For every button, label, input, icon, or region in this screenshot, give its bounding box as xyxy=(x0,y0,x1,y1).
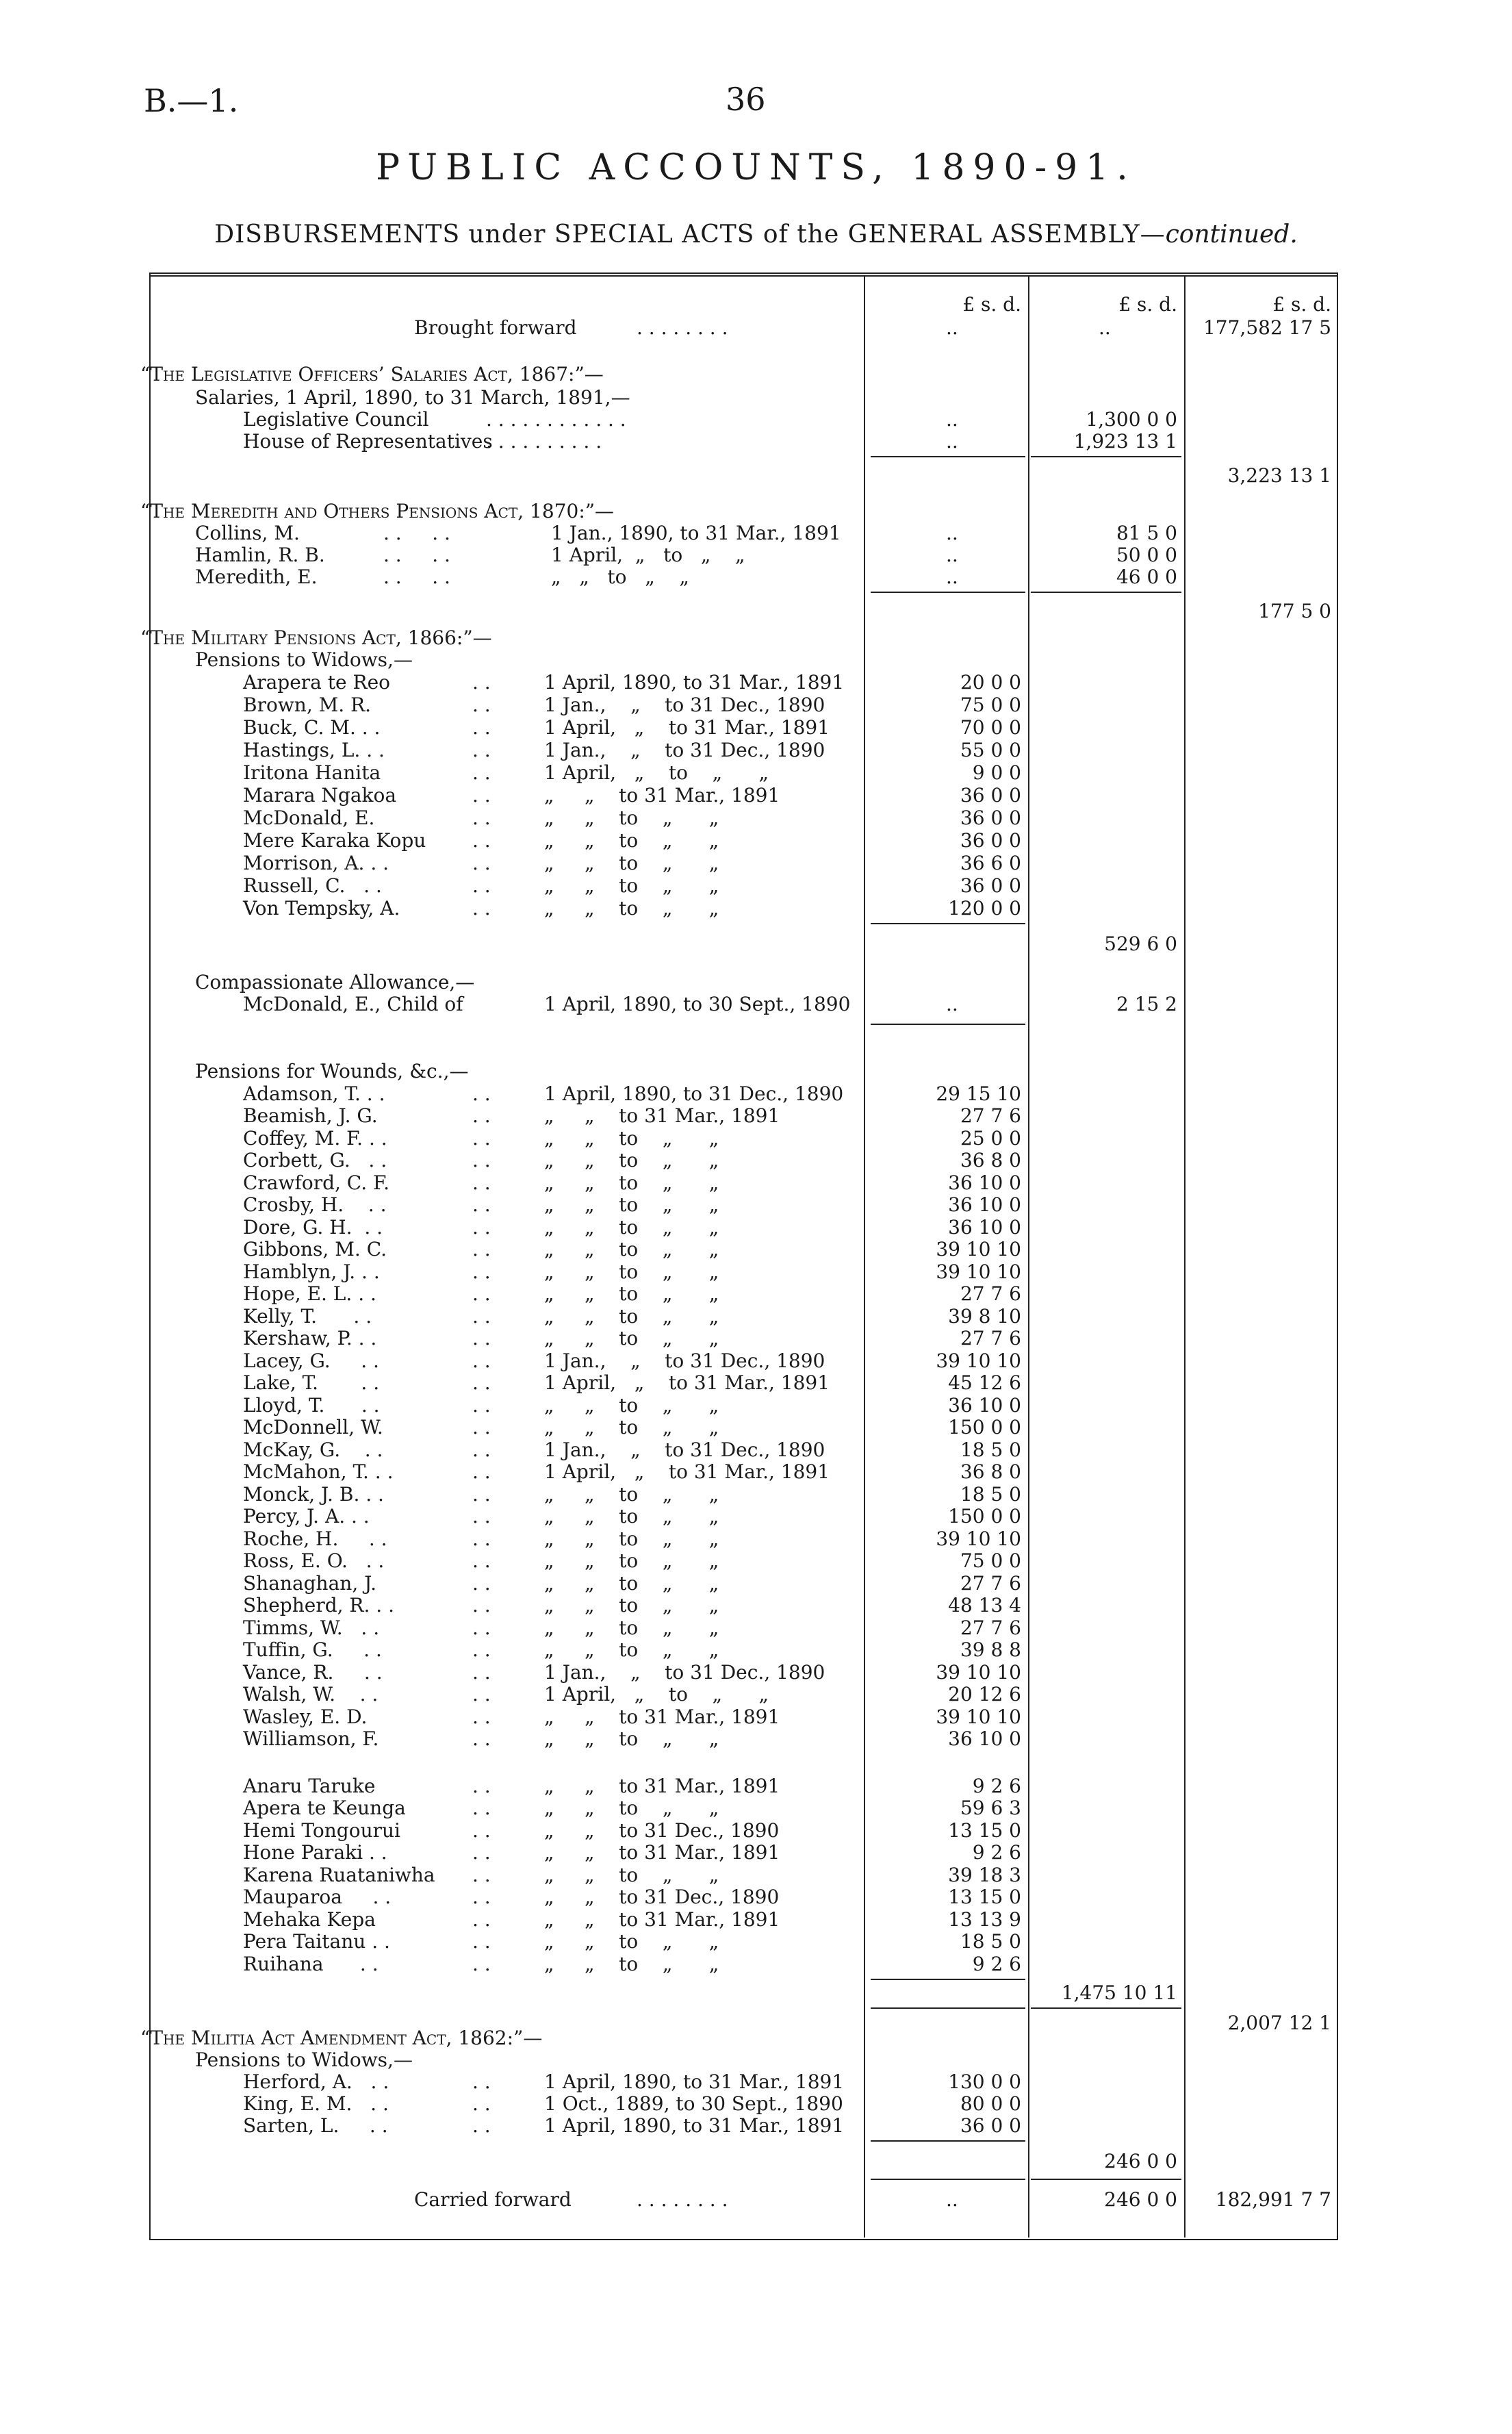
act-heading: “The Militia Act Amendment Act, 1862:”— xyxy=(140,2027,543,2049)
line-item-period: „ „ to „ „ xyxy=(544,1238,719,1260)
dot-leader: . . xyxy=(472,2092,491,2115)
page-subtitle xyxy=(0,220,1512,249)
dot-leader: . . xyxy=(472,1705,491,1728)
dot-leader: . . xyxy=(472,1304,491,1328)
line-item-amount: 36 0 0 xyxy=(960,807,1021,829)
dot-leader: . . xyxy=(472,1082,491,1105)
line-item-amount: 13 13 9 xyxy=(948,1907,1021,1931)
line-item-amount: 27 7 6 xyxy=(960,1282,1021,1305)
line-item-period: „ „ to „ „ xyxy=(544,1549,719,1572)
dot-leader: . . xyxy=(472,1215,491,1239)
line-item-name: Shanaghan, J. xyxy=(243,1571,377,1595)
line-item-amount: 59 6 3 xyxy=(960,1797,1021,1819)
sum-rule xyxy=(1031,456,1181,457)
line-item-name: Roche, H. . . xyxy=(243,1527,387,1550)
line-item-amount: 36 0 0 xyxy=(960,784,1021,807)
line-item-period: „ „ to „ „ xyxy=(544,1863,719,1886)
line-item-name: Arapera te Reo xyxy=(243,671,391,694)
column-heading: £ s. d. xyxy=(1272,293,1331,316)
line-item-name: Kershaw, P. . . xyxy=(243,1327,377,1349)
cell-col1: .. xyxy=(946,2188,958,2211)
cell-col1: .. xyxy=(946,993,958,1015)
dot-leader: . . xyxy=(472,1841,491,1864)
line-item-amount: 39 10 10 xyxy=(936,1705,1021,1728)
line-item-amount: 39 10 10 xyxy=(936,1238,1021,1260)
line-item-amount: 45 12 6 xyxy=(948,1371,1021,1394)
line-item-amount: 25 0 0 xyxy=(960,1126,1021,1150)
line-item-period: 1 Jan., „ to 31 Dec., 1890 xyxy=(544,1438,825,1461)
dot-leader: . . xyxy=(472,1149,491,1171)
dot-leader: . . . . . . . . xyxy=(637,2188,728,2211)
line-item-name: Ruihana . . xyxy=(243,1952,379,1975)
line-item-amount: 48 13 4 xyxy=(948,1594,1021,1617)
line-item-period: „ „ to „ „ xyxy=(544,1126,719,1150)
dot-leader: . . xyxy=(472,1683,491,1706)
line-item-period: „ „ to 31 Dec., 1890 xyxy=(544,1886,780,1908)
line-item-amount: 18 5 0 xyxy=(960,1930,1021,1953)
line-item-amount: 36 10 0 xyxy=(948,1193,1021,1216)
line-item-amount: 9 0 0 xyxy=(972,761,1021,784)
line-item-amount: 27 7 6 xyxy=(960,1104,1021,1127)
line-item-period: „ „ to „ „ xyxy=(551,566,689,588)
line-item-name: Brown, M. R. xyxy=(243,694,372,716)
dot-leader: . . xyxy=(472,1482,491,1506)
line-item-name: Kelly, T. . . xyxy=(243,1304,372,1328)
line-item-period: „ „ to „ „ xyxy=(544,852,719,874)
dot-leader: . . xyxy=(472,1193,491,1216)
dot-leader: . . xyxy=(472,1171,491,1194)
line-item-period: „ „ to „ „ xyxy=(544,1727,719,1750)
line-item-period: „ „ to „ „ xyxy=(544,829,719,852)
line-item-amount: 70 0 0 xyxy=(960,716,1021,739)
line-item-period: 1 April, „ to „ „ xyxy=(544,1683,769,1706)
dot-leader: . . xyxy=(472,1260,491,1283)
line-item-amount: 36 0 0 xyxy=(960,829,1021,852)
dot-leader: . . . . xyxy=(383,522,450,544)
sum-rule xyxy=(871,2179,1025,2180)
dot-leader: . . xyxy=(472,1549,491,1572)
line-item-name: McDonald, E., Child of xyxy=(243,993,463,1015)
line-item-amount: 13 15 0 xyxy=(948,1886,1021,1908)
line-item-period: „ „ to 31 Mar., 1891 xyxy=(544,1774,780,1797)
line-item-period: 1 April, „ to 31 Mar., 1891 xyxy=(544,716,830,739)
dot-leader: . . xyxy=(472,1797,491,1819)
line-item-amount: 13 15 0 xyxy=(948,1818,1021,1842)
line-item-name: McDonnell, W. xyxy=(243,1416,383,1438)
line-item-name: Dore, G. H. . . xyxy=(243,1215,383,1239)
line-item-amount: 39 18 3 xyxy=(948,1863,1021,1886)
line-item-period: „ „ to „ „ xyxy=(544,897,719,920)
sum-rule xyxy=(1031,2179,1181,2180)
dot-leader: . . xyxy=(472,1571,491,1595)
line-item-period: „ „ to „ „ xyxy=(544,807,719,829)
line-item-name: Iritona Hanita xyxy=(243,761,381,784)
line-item-name: Pera Taitanu . . xyxy=(243,1930,390,1953)
line-item-amount: 75 0 0 xyxy=(960,694,1021,716)
line-item-amount: 1,300 0 0 xyxy=(1086,408,1177,431)
section-total: 3,223 13 1 xyxy=(1227,464,1331,487)
line-item-period: 1 April, „ to „ „ xyxy=(551,544,745,566)
column-heading: £ s. d. xyxy=(962,293,1021,316)
dot-leader: . . xyxy=(472,807,491,829)
subtitle-continued: continued. xyxy=(1165,220,1298,249)
line-item-period: „ „ to „ „ xyxy=(544,1327,719,1349)
carried-forward-label: Carried forward xyxy=(414,2188,572,2211)
subtotal: 1,475 10 11 xyxy=(1061,1981,1177,2004)
subtotal: 246 0 0 xyxy=(1104,2150,1177,2172)
line-item-name: King, E. M. . . xyxy=(243,2092,389,2115)
line-item-period: „ „ to „ „ xyxy=(544,1527,719,1550)
line-item-amount: 27 7 6 xyxy=(960,1571,1021,1595)
line-item-name: Mehaka Kepa xyxy=(243,1907,376,1931)
line-item-name: Meredith, E. xyxy=(195,566,318,588)
line-item-amount: 80 0 0 xyxy=(960,2092,1021,2115)
line-item-amount: 36 10 0 xyxy=(948,1215,1021,1239)
line-item-amount: 20 0 0 xyxy=(960,671,1021,694)
line-item-amount: 36 10 0 xyxy=(948,1171,1021,1194)
line-item-name: Beamish, J. G. xyxy=(243,1104,378,1127)
line-item-name: Lake, T. . . xyxy=(243,1371,380,1394)
dot-leader: . . xyxy=(472,2070,491,2093)
line-item-name: Wasley, E. D. xyxy=(243,1705,368,1728)
sum-rule xyxy=(1031,592,1181,593)
line-item-amount: 27 7 6 xyxy=(960,1616,1021,1639)
dot-leader: . . xyxy=(472,1594,491,1617)
section-total: 2,007 12 1 xyxy=(1227,2011,1331,2034)
line-item-name: Morrison, A. . . xyxy=(243,852,389,874)
line-item-amount: 130 0 0 xyxy=(948,2070,1021,2093)
sum-rule xyxy=(871,2007,1025,2009)
line-item-name: Timms, W. . . xyxy=(243,1616,380,1639)
line-item-period: „ „ to „ „ xyxy=(544,1571,719,1595)
line-item-name: Vance, R. . . xyxy=(243,1660,383,1684)
dot-leader: . . xyxy=(472,1238,491,1260)
line-item-amount: 150 0 0 xyxy=(948,1505,1021,1527)
line-item-period: „ „ to „ „ xyxy=(544,1482,719,1506)
dot-leader: . . xyxy=(472,1327,491,1349)
dot-leader: . . xyxy=(472,852,491,874)
line-item-period: 1 Jan., „ to 31 Dec., 1890 xyxy=(544,1349,825,1372)
line-item-name: Herford, A. . . xyxy=(243,2070,389,2093)
dot-leader: . . xyxy=(472,694,491,716)
line-item-name: Adamson, T. . . xyxy=(243,1082,385,1105)
line-item-name: Gibbons, M. C. xyxy=(243,1238,387,1260)
line-item-name: Von Tempsky, A. xyxy=(243,897,400,920)
dot-leader: . . xyxy=(472,671,491,694)
line-item-amount: 55 0 0 xyxy=(960,739,1021,761)
header-rule xyxy=(149,275,1338,277)
line-item-amount: 39 8 10 xyxy=(948,1304,1021,1328)
line-item-period: „ „ to 31 Mar., 1891 xyxy=(544,1907,780,1931)
line-item-period: „ „ to „ „ xyxy=(544,1416,719,1438)
line-item-name: Hemi Tongourui xyxy=(243,1818,400,1842)
line-item-period: 1 April, 1890, to 31 Mar., 1891 xyxy=(544,671,845,694)
line-item-name: Hamblyn, J. . . xyxy=(243,1260,380,1283)
line-item-period: 1 April, „ to „ „ xyxy=(544,761,769,784)
line-item-name: Anaru Taruke xyxy=(243,1774,376,1797)
page-number: 36 xyxy=(726,81,766,118)
dot-leader: . . . . . . . . xyxy=(637,316,728,339)
line-item-period: „ „ to 31 Mar., 1891 xyxy=(544,1705,780,1728)
line-item-amount: 2 15 2 xyxy=(1116,993,1177,1015)
line-item-name: Ross, E. O. . . xyxy=(243,1549,385,1572)
line-item-amount: 20 12 6 xyxy=(948,1683,1021,1706)
line-item-name: Monck, J. B. . . xyxy=(243,1482,384,1506)
dot-leader: . . xyxy=(472,1438,491,1461)
dot-leader: . . xyxy=(472,1886,491,1908)
line-item-amount: 9 2 6 xyxy=(972,1841,1021,1864)
line-item-period: „ „ to „ „ xyxy=(544,1193,719,1216)
line-item-amount: 18 5 0 xyxy=(960,1482,1021,1506)
line-item-period: „ „ to „ „ xyxy=(544,1638,719,1661)
cell-col1: .. xyxy=(946,566,958,588)
line-item-period: „ „ to „ „ xyxy=(544,1594,719,1617)
line-item-period: 1 April, 1890, to 31 Dec., 1890 xyxy=(544,1082,844,1105)
line-item-name: Coffey, M. F. . . xyxy=(243,1126,387,1150)
dot-leader: . . . . . . . . . . . . xyxy=(486,408,626,431)
dot-leader: . . xyxy=(472,1952,491,1975)
dot-leader: . . xyxy=(472,1282,491,1305)
line-item-name: Legislative Council xyxy=(243,408,429,431)
dot-leader: . . xyxy=(472,1616,491,1639)
line-item-period: 1 April, 1890, to 30 Sept., 1890 xyxy=(544,993,851,1015)
line-item-amount: 81 5 0 xyxy=(1116,522,1177,544)
dot-leader: . . xyxy=(472,1660,491,1684)
line-item-name: Russell, C. . . xyxy=(243,874,382,897)
line-item-amount: 1,923 13 1 xyxy=(1073,430,1177,453)
line-item-name: Marara Ngakoa xyxy=(243,784,397,807)
line-item-period: „ „ to 31 Mar., 1891 xyxy=(544,1841,780,1864)
line-item-name: Corbett, G. . . xyxy=(243,1149,387,1171)
line-item-period: „ „ to 31 Mar., 1891 xyxy=(544,1104,780,1127)
dot-leader: . . xyxy=(472,1371,491,1394)
column-heading: £ s. d. xyxy=(1118,293,1177,316)
dot-leader: . . xyxy=(472,1930,491,1953)
line-item-period: „ „ to „ „ xyxy=(544,874,719,897)
cell-col1: .. xyxy=(946,522,958,544)
line-item-name: McDonald, E. xyxy=(243,807,375,829)
line-item-period: „ „ to „ „ xyxy=(544,1149,719,1171)
section-intro: Pensions to Widows,— xyxy=(195,2049,413,2071)
line-item-amount: 75 0 0 xyxy=(960,1549,1021,1572)
dot-leader: . . xyxy=(472,1638,491,1661)
line-item-period: „ „ to 31 Dec., 1890 xyxy=(544,1818,780,1842)
line-item-amount: 9 2 6 xyxy=(972,1774,1021,1797)
line-item-amount: 46 0 0 xyxy=(1116,566,1177,588)
dot-leader: . . xyxy=(472,1727,491,1750)
line-item-name: Collins, M. xyxy=(195,522,300,544)
line-item-amount: 39 10 10 xyxy=(936,1260,1021,1283)
line-item-period: „ „ to „ „ xyxy=(544,1282,719,1305)
line-item-name: Apera te Keunga xyxy=(243,1797,406,1819)
line-item-name: Mauparoa . . xyxy=(243,1886,392,1908)
line-item-period: 1 Jan., „ to 31 Dec., 1890 xyxy=(544,1660,825,1684)
column-rule xyxy=(1184,275,1186,2237)
line-item-amount: 36 0 0 xyxy=(960,874,1021,897)
dot-leader: . . xyxy=(472,1907,491,1931)
dot-leader: . . xyxy=(472,761,491,784)
line-item-period: 1 Jan., 1890, to 31 Mar., 1891 xyxy=(551,522,841,544)
line-item-period: 1 Oct., 1889, to 30 Sept., 1890 xyxy=(544,2092,843,2115)
line-item-amount: 27 7 6 xyxy=(960,1327,1021,1349)
line-item-amount: 18 5 0 xyxy=(960,1438,1021,1461)
line-item-period: „ „ to „ „ xyxy=(544,1930,719,1953)
carried-forward-col2: 246 0 0 xyxy=(1104,2188,1177,2211)
line-item-amount: 50 0 0 xyxy=(1116,544,1177,566)
dot-leader: . . xyxy=(472,1818,491,1842)
dot-leader: . . xyxy=(472,716,491,739)
line-item-name: Sarten, L. . . xyxy=(243,2114,388,2137)
line-item-amount: 39 8 8 xyxy=(960,1638,1021,1661)
page-title: PUBLIC ACCOUNTS, 1890-91. xyxy=(376,147,1136,188)
line-item-period: „ „ to „ „ xyxy=(544,1171,719,1194)
cell-col1: .. xyxy=(946,408,958,431)
line-item-amount: 36 10 0 xyxy=(948,1393,1021,1417)
line-item-name: Karena Ruataniwha xyxy=(243,1863,435,1886)
line-item-period: 1 April, 1890, to 31 Mar., 1891 xyxy=(544,2114,845,2137)
line-item-period: „ „ to „ „ xyxy=(544,1616,719,1639)
act-heading: “The Meredith and Others Pensions Act, 1870:”— xyxy=(140,500,615,522)
line-item-amount: 36 6 0 xyxy=(960,852,1021,874)
line-item-amount: 150 0 0 xyxy=(948,1416,1021,1438)
line-item-name: Crosby, H. . . xyxy=(243,1193,387,1216)
sum-rule xyxy=(871,592,1025,593)
cell-col1: .. xyxy=(946,316,958,339)
section-intro: Compassionate Allowance,— xyxy=(195,971,475,993)
line-item-amount: 29 15 10 xyxy=(936,1082,1021,1105)
dot-leader: . . xyxy=(472,1505,491,1527)
line-item-amount: 39 10 10 xyxy=(936,1660,1021,1684)
sum-rule xyxy=(871,923,1025,924)
dot-leader: . . xyxy=(472,1126,491,1150)
dot-leader: . . xyxy=(472,1527,491,1550)
dot-leader: . . xyxy=(472,1774,491,1797)
line-item-name: Hastings, L. . . xyxy=(243,739,385,761)
sum-rule xyxy=(871,1979,1025,1980)
line-item-period: 1 Jan., „ to 31 Dec., 1890 xyxy=(544,739,825,761)
line-item-name: Lloyd, T. . . xyxy=(243,1393,380,1417)
line-item-period: 1 April, „ to 31 Mar., 1891 xyxy=(544,1460,830,1483)
line-item-amount: 36 8 0 xyxy=(960,1460,1021,1483)
brought-forward-label: Brought forward xyxy=(414,316,577,339)
dot-leader: . . xyxy=(472,1104,491,1127)
line-item-name: Lacey, G. . . xyxy=(243,1349,379,1372)
column-rule xyxy=(864,275,865,2237)
line-item-period: „ „ to „ „ xyxy=(544,1797,719,1819)
sum-rule xyxy=(871,1024,1025,1025)
line-item-name: Walsh, W. . . xyxy=(243,1683,379,1706)
line-item-period: „ „ to „ „ xyxy=(544,1505,719,1527)
dot-leader: . . . . . . . . . . xyxy=(486,430,602,453)
sum-rule xyxy=(871,456,1025,457)
dot-leader: . . xyxy=(472,784,491,807)
line-item-amount: 39 10 10 xyxy=(936,1349,1021,1372)
sum-rule xyxy=(871,2140,1025,2142)
line-item-amount: 9 2 6 xyxy=(972,1952,1021,1975)
dot-leader: . . xyxy=(472,1863,491,1886)
line-item-name: Percy, J. A. . . xyxy=(243,1505,370,1527)
line-item-name: McMahon, T. . . xyxy=(243,1460,394,1483)
line-item-amount: 39 10 10 xyxy=(936,1527,1021,1550)
line-item-name: Hope, E. L. . . xyxy=(243,1282,376,1305)
dot-leader: . . xyxy=(472,1393,491,1417)
page-code: B.—1. xyxy=(144,82,239,119)
line-item-name: Hamlin, R. B. xyxy=(195,544,325,566)
line-item-amount: 36 10 0 xyxy=(948,1727,1021,1750)
carried-forward-total: 182,991 7 7 xyxy=(1215,2188,1331,2211)
sum-rule xyxy=(1031,2007,1181,2009)
line-item-amount: 36 8 0 xyxy=(960,1149,1021,1171)
dot-leader: . . xyxy=(472,1349,491,1372)
section-total: 177 5 0 xyxy=(1258,600,1331,622)
line-item-period: 1 April, „ to 31 Mar., 1891 xyxy=(544,1371,830,1394)
subtotal: 529 6 0 xyxy=(1104,933,1177,955)
line-item-period: 1 April, 1890, to 31 Mar., 1891 xyxy=(544,2070,845,2093)
line-item-name: Tuffin, G. . . xyxy=(243,1638,382,1661)
section-intro: Salaries, 1 April, 1890, to 31 March, 1891,— xyxy=(195,386,630,409)
act-heading: “The Legislative Officers’ Salaries Act, 1867:”— xyxy=(140,363,604,385)
dot-leader: . . . . xyxy=(383,544,450,566)
line-item-name: Williamson, F. xyxy=(243,1727,379,1750)
subtitle-main: DISBURSEMENTS under SPECIAL ACTS of the GENERAL ASSEMBLY— xyxy=(214,220,1166,249)
line-item-period: „ „ to „ „ xyxy=(544,1952,719,1975)
cell-col1: .. xyxy=(946,544,958,566)
line-item-period: „ „ to 31 Mar., 1891 xyxy=(544,784,780,807)
line-item-period: „ „ to „ „ xyxy=(544,1304,719,1328)
brought-forward-total: 177,582 17 5 xyxy=(1203,316,1331,339)
section-intro: Pensions to Widows,— xyxy=(195,648,413,671)
line-item-period: 1 Jan., „ to 31 Dec., 1890 xyxy=(544,694,825,716)
section-intro: Pensions for Wounds, &c.,— xyxy=(195,1060,469,1082)
dot-leader: . . . . xyxy=(383,566,450,588)
dot-leader: . . xyxy=(472,2114,491,2137)
act-heading: “The Military Pensions Act, 1866:”— xyxy=(140,626,492,649)
line-item-name: Buck, C. M. . . xyxy=(243,716,381,739)
line-item-name: Shepherd, R. . . xyxy=(243,1594,395,1617)
dot-leader: . . xyxy=(472,739,491,761)
line-item-amount: 120 0 0 xyxy=(948,897,1021,920)
line-item-period: „ „ to „ „ xyxy=(544,1215,719,1239)
column-rule xyxy=(1028,275,1029,2237)
line-item-name: McKay, G. . . xyxy=(243,1438,383,1461)
dot-leader: . . xyxy=(472,829,491,852)
line-item-period: „ „ to „ „ xyxy=(544,1393,719,1417)
line-item-name: Crawford, C. F. xyxy=(243,1171,389,1194)
dot-leader: . . xyxy=(472,874,491,897)
cell-col1: .. xyxy=(946,430,958,453)
dot-leader: . . xyxy=(472,1460,491,1483)
line-item-name: Mere Karaka Kopu xyxy=(243,829,426,852)
dot-leader: . . xyxy=(472,897,491,920)
line-item-period: „ „ to „ „ xyxy=(544,1260,719,1283)
line-item-name: House of Representatives xyxy=(243,430,493,453)
dot-leader: . . xyxy=(472,1416,491,1438)
cell-col2: .. xyxy=(1099,316,1111,339)
line-item-name: Hone Paraki . . xyxy=(243,1841,387,1864)
line-item-amount: 36 0 0 xyxy=(960,2114,1021,2137)
